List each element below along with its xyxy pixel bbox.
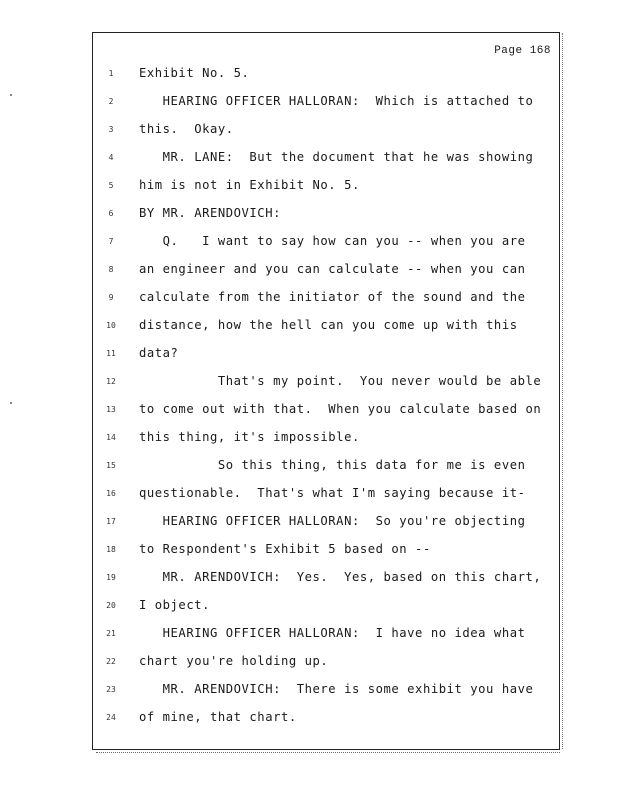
line-text: Exhibit No. 5.: [139, 66, 250, 80]
line-number: 11: [106, 349, 116, 358]
transcript-line: [93, 709, 561, 729]
transcript-line: [93, 177, 561, 197]
line-number: 16: [106, 489, 116, 498]
line-text: MR. LANE: But the document that he was showing: [139, 150, 534, 164]
line-number: 4: [108, 153, 114, 162]
transcript-page: [92, 32, 560, 750]
line-text: Q. I want to say how can you -- when you are: [139, 234, 526, 248]
transcript-line: [93, 345, 561, 365]
line-text: HEARING OFFICER HALLORAN: So you're objecting: [139, 514, 526, 528]
line-text: That's my point. You never would be able: [139, 374, 542, 388]
transcript-line: [93, 681, 561, 701]
line-number: 22: [106, 657, 116, 666]
line-number: 9: [108, 293, 114, 302]
line-number: 8: [108, 265, 114, 274]
line-number: 12: [106, 377, 116, 386]
line-text: calculate from the initiator of the sound and the: [139, 290, 526, 304]
transcript-line: [93, 317, 561, 337]
line-text: chart you're holding up.: [139, 654, 329, 668]
transcript-line: [93, 597, 561, 617]
line-text: BY MR. ARENDOVICH:: [139, 206, 281, 220]
transcript-line: [93, 373, 561, 393]
line-text: of mine, that chart.: [139, 710, 297, 724]
transcript-line: [93, 401, 561, 421]
transcript-line: [93, 121, 561, 141]
transcript-line: [93, 205, 561, 225]
line-number: 23: [106, 685, 116, 694]
line-number: 7: [108, 237, 114, 246]
transcript-line: [93, 289, 561, 309]
transcript-line: [93, 233, 561, 253]
transcript-line: [93, 429, 561, 449]
transcript-line: [93, 65, 561, 85]
transcript-line: [93, 513, 561, 533]
transcript-line: [93, 149, 561, 169]
line-text: him is not in Exhibit No. 5.: [139, 178, 360, 192]
line-number: 5: [108, 181, 114, 190]
line-text: MR. ARENDOVICH: There is some exhibit you have: [139, 682, 534, 696]
page-bottom-rule: [96, 752, 560, 753]
transcript-line: [93, 93, 561, 113]
line-number: 10: [106, 321, 116, 330]
transcript-line: [93, 625, 561, 645]
line-number: 17: [106, 517, 116, 526]
transcript-line: [93, 541, 561, 561]
line-number: 20: [106, 601, 116, 610]
line-number: 3: [108, 125, 114, 134]
margin-mark: [10, 94, 12, 96]
line-text: to Respondent's Exhibit 5 based on --: [139, 542, 431, 556]
line-text: an engineer and you can calculate -- when you can: [139, 262, 526, 276]
line-number: 13: [106, 405, 116, 414]
line-number: 19: [106, 573, 116, 582]
line-text: this. Okay.: [139, 122, 234, 136]
line-number: 6: [108, 209, 114, 218]
line-number: 15: [106, 461, 116, 470]
transcript-line: [93, 569, 561, 589]
line-text: So this thing, this data for me is even: [139, 458, 526, 472]
line-number: 18: [106, 545, 116, 554]
line-number: 21: [106, 629, 116, 638]
line-text: I object.: [139, 598, 210, 612]
line-text: questionable. That's what I'm saying because it-: [139, 486, 526, 500]
transcript-line: [93, 457, 561, 477]
transcript-line: [93, 485, 561, 505]
page-number: Page 168: [494, 45, 551, 57]
line-number: 1: [108, 69, 114, 78]
line-text: HEARING OFFICER HALLORAN: I have no idea what: [139, 626, 526, 640]
line-text: HEARING OFFICER HALLORAN: Which is attached to: [139, 94, 534, 108]
line-text: data?: [139, 346, 179, 360]
line-text: this thing, it's impossible.: [139, 430, 360, 444]
line-number: 2: [108, 97, 114, 106]
line-number: 14: [106, 433, 116, 442]
transcript-line: [93, 261, 561, 281]
transcript-line: [93, 653, 561, 673]
line-text: MR. ARENDOVICH: Yes. Yes, based on this chart,: [139, 570, 542, 584]
margin-mark: [10, 402, 12, 404]
line-number: 24: [106, 713, 116, 722]
line-text: distance, how the hell can you come up with this: [139, 318, 518, 332]
line-text: to come out with that. When you calculate based on: [139, 402, 542, 416]
